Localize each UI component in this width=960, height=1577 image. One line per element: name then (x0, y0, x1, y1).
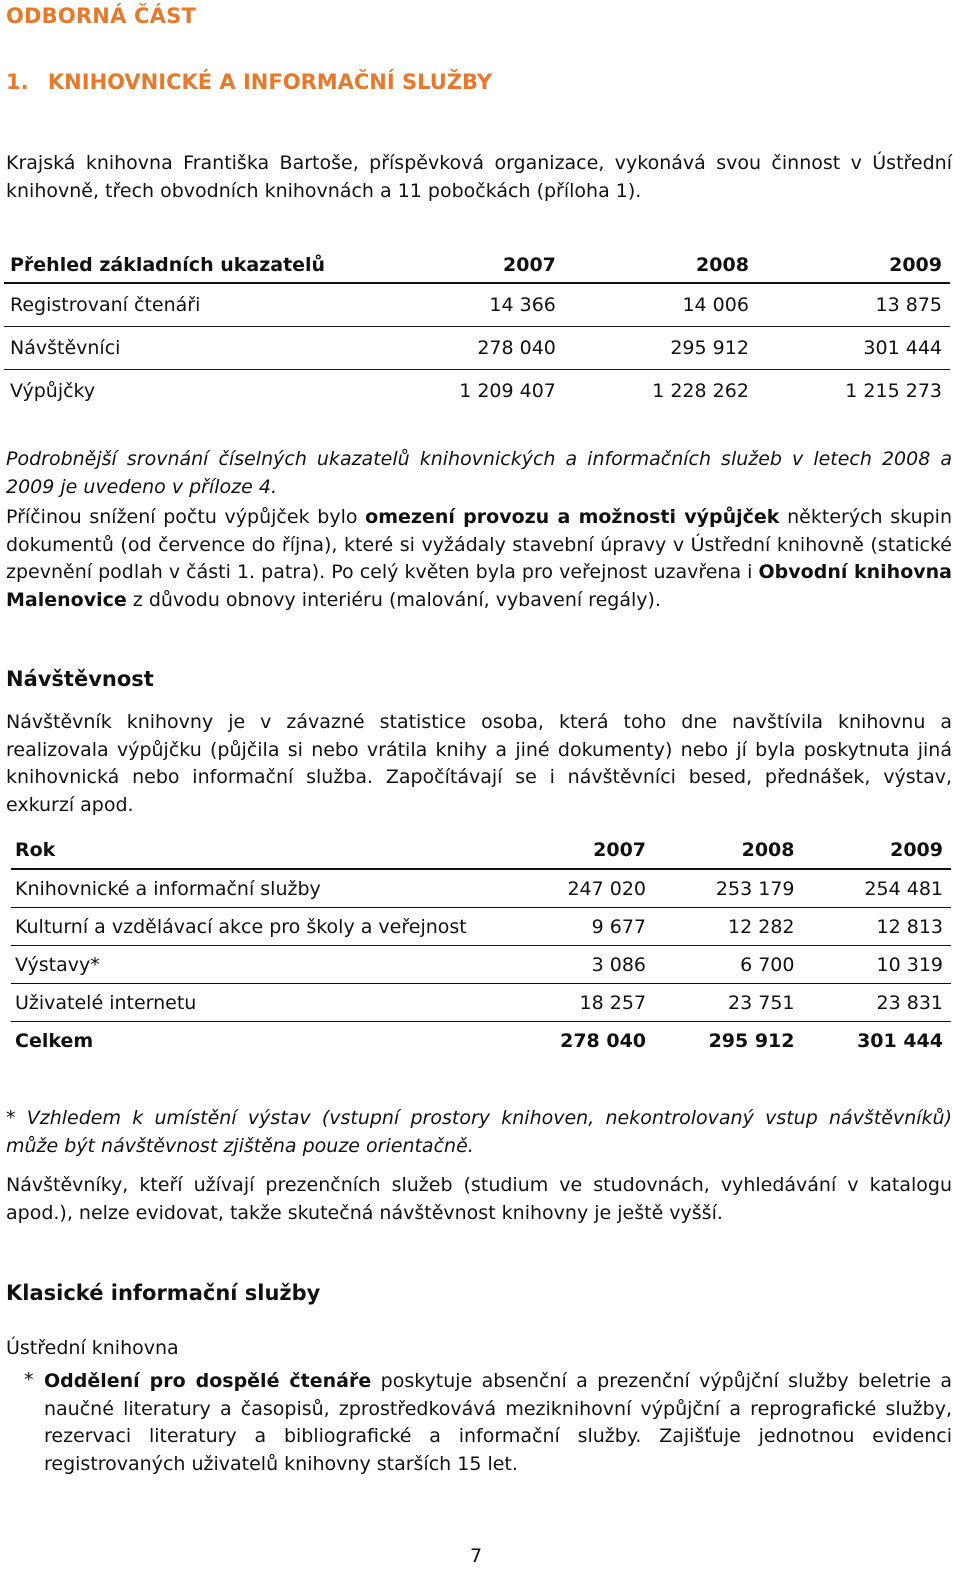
table-row (11, 908, 951, 946)
cell-value: 23 751 (654, 984, 802, 1022)
section-title: ODBORNÁ ČÁST (6, 4, 196, 28)
overview-header-2007: 2007 (400, 248, 564, 283)
total-value: 301 444 (857, 1029, 943, 1052)
total-value: 278 040 (560, 1029, 647, 1052)
overview-header-2009: 2009 (757, 248, 950, 283)
cell-value: 12 813 (803, 908, 952, 946)
cell-value: 301 444 (757, 327, 950, 370)
chapter-heading (6, 70, 492, 94)
cell-value: 253 179 (654, 869, 802, 908)
table-row (11, 946, 951, 984)
overview-header-2008: 2008 (564, 248, 757, 283)
bullet-bold: Oddělení pro dospělé čtenáře (44, 1370, 372, 1392)
row-label: Výpůjčky (10, 380, 96, 402)
row-label: Knihovnické a informační služby (11, 869, 515, 908)
row-label: Výstavy* (11, 946, 515, 984)
total-row (11, 1022, 951, 1060)
classic-subheading: Ústřední knihovna (6, 1337, 179, 1359)
reduction-bold-1: omezení provozu a možnosti výpůjček (365, 506, 780, 528)
row-label: Návštěvníci (4, 327, 400, 370)
cell-value: 1 228 262 (652, 380, 749, 402)
reduction-text-2: některých skupin dokumentů (od července do října), které si vyžádaly stavební úpravy v Ústřední knihovně (statické zpevnění podlah v části 1. patra). Po celý květen byla pro veřejnost uzavřena i (6, 506, 952, 583)
visits-header-2008: 2008 (654, 832, 802, 869)
italic-note: Podrobnější srovnání číselných ukazatelů knihovnických a informačních služeb v letech 2008 a 2009 je uvedeno v příloze 4. (6, 448, 952, 498)
cell-value: 12 282 (654, 908, 802, 946)
reduction-paragraph (6, 504, 952, 614)
visits-header-label: Rok (11, 832, 515, 869)
visits-table (11, 832, 951, 1059)
cell-value: 278 040 (400, 327, 564, 370)
overview-header-row (4, 248, 950, 283)
reduction-bold-2: Obvodní knihovna Malenovice (6, 561, 952, 611)
visits-header-2009: 2009 (803, 832, 952, 869)
page-number: 7 (470, 1545, 483, 1567)
cell-value: 13 875 (757, 283, 950, 327)
row-label: Registrovaní čtenáři (4, 283, 400, 327)
table-row (4, 370, 950, 413)
cell-value: 10 319 (803, 946, 952, 984)
visits-heading: Návštěvnost (6, 667, 154, 691)
cell-value: 14 006 (564, 283, 757, 327)
table-row (11, 984, 951, 1022)
visits-header-2007: 2007 (515, 832, 654, 869)
visits-footnote: * Vzhledem k umístění výstav (vstupní prostory knihoven, nekontrolovaný vstup návštěvníků) může být návštěvnost zjištěna pouze orientačně. (6, 1107, 952, 1157)
row-label: Kulturní a vzdělávací akce pro školy a veřejnost (11, 908, 515, 946)
cell-value: 9 677 (515, 908, 654, 946)
cell-value: 1 209 407 (459, 380, 556, 402)
table-row (4, 327, 950, 370)
cell-value: 295 912 (564, 327, 757, 370)
cell-value: 1 215 273 (845, 380, 942, 402)
cell-value: 6 700 (654, 946, 802, 984)
visits-note: Návštěvníky, kteří užívají prezenčních služeb (studium ve studovnách, vyhledávání v katalogu apod.), nelze evidovat, takže skutečná návštěvnost knihovny je ještě vyšší. (6, 1174, 952, 1224)
cell-value: 247 020 (515, 869, 654, 908)
total-label: Celkem (15, 1029, 94, 1052)
overview-header-label: Přehled základních ukazatelů (4, 248, 400, 283)
cell-value: 23 831 (803, 984, 952, 1022)
bullet-text: poskytuje absenční a prezenční výpůjční služby beletrie a naučné literatury a časopisů, zprostředkovává meziknihovní výpůjční a reprografické služby, rezervaci literatury a bibliografické a informační služby. Zajišťuje jednotnou evidenci registrovaných uživatelů knihovny starších 15 let. (44, 1370, 953, 1475)
classic-heading: Klasické informační služby (6, 1281, 321, 1305)
overview-table (4, 248, 950, 412)
table-row (11, 869, 951, 908)
cell-value: 3 086 (515, 946, 654, 984)
intro-paragraph: Krajská knihovna Františka Bartoše, příspěvková organizace, vykonává svou činnost v Ústřední knihovně, třech obvodních knihovnách a 11 pobočkách (příloha 1). (6, 152, 952, 202)
reduction-text-3: z důvodu obnovy interiéru (malování, vybavení regály). (126, 588, 661, 611)
reduction-text-1: Příčinou snížení počtu výpůjček bylo (6, 506, 366, 528)
cell-value: 14 366 (400, 283, 564, 327)
cell-value: 254 481 (803, 869, 952, 908)
bullet-mark: * (24, 1369, 34, 1391)
chapter-title: KNIHOVNICKÉ A INFORMAČNÍ SLUŽBY (47, 70, 493, 94)
row-label: Uživatelé internetu (11, 984, 515, 1022)
chapter-number: 1. (6, 70, 29, 94)
visits-header-row (11, 832, 951, 869)
table-row (4, 283, 950, 327)
cell-value: 18 257 (515, 984, 654, 1022)
bullet-paragraph (44, 1368, 952, 1478)
total-value: 295 912 (708, 1029, 795, 1052)
visits-paragraph: Návštěvník knihovny je v závazné statistice osoba, která toho dne navštívila knihovnu a realizovala výpůjčku (půjčila si nebo vrátila knihy a jiné dokumenty) nebo jí byla poskytnuta jiná knihovnická nebo informační služba. Započítávají se i návštěvníci besed, přednášek, výstav, exkurzí apod. (6, 711, 952, 816)
